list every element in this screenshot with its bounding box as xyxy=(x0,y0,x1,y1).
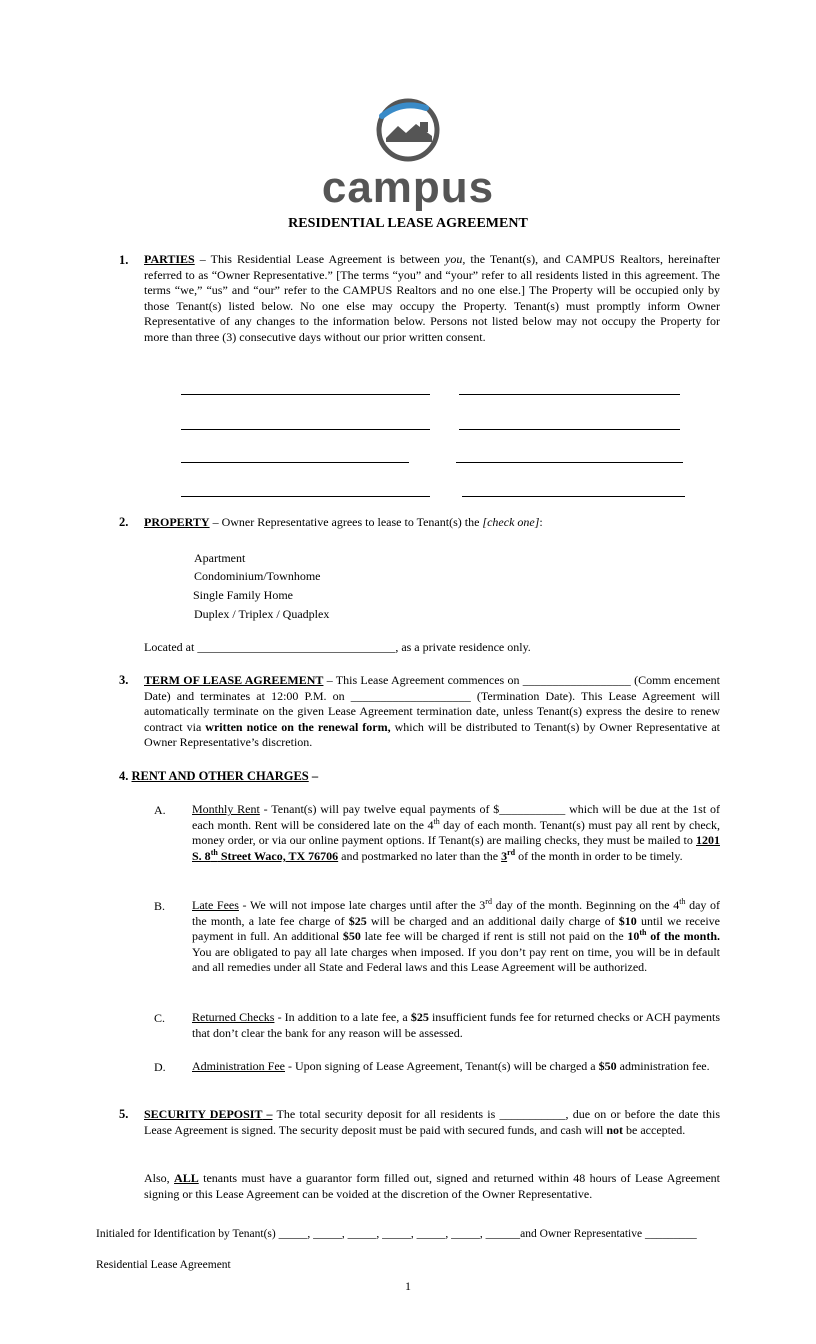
tenant-name-line[interactable] xyxy=(456,462,683,463)
tenant-name-line[interactable] xyxy=(181,462,409,463)
document-title: RESIDENTIAL LEASE AGREEMENT xyxy=(288,216,528,231)
section-3-number: 3. xyxy=(119,673,129,687)
returned-checks-clause: Returned Checks - In addition to a late fee, a $25 insufficient funds fee for returned checks or ACH payments that don’t clear the bank for any reason will be assessed. xyxy=(192,1010,720,1040)
house-in-circle-icon xyxy=(310,96,506,166)
mailing-address: 1201 S. 8th Street Waco, TX 76706 xyxy=(192,833,720,863)
monthly-rent-clause: Monthly Rent - Tenant(s) will pay twelve equal payments of $___________ which will be due at the 1st of each month. Rent will be considered late on the 4th day of each month. Tenant(s) must pay all rent by check, money order, or via our online payment options. If Tenant(s) are mailing checks, they must be mailed to 1201 S. 8th Street Waco, TX 76706 and postmarked no later than the 3rd of the month in order to be timely. xyxy=(192,802,721,863)
property-address-line[interactable]: _________________________________ xyxy=(197,640,396,654)
late-fees-heading: Late Fees xyxy=(192,898,239,912)
section-5-heading: SECURITY DEPOSIT xyxy=(144,1107,263,1121)
section-1-number: 1. xyxy=(119,253,129,267)
monthly-rent-amount-line[interactable]: ___________ xyxy=(499,802,566,816)
initials-line[interactable]: Initialed for Identification by Tenant(s) _____, _____, _____, _____, _____, _____, ______and Owner Representative _________ xyxy=(96,1228,697,1240)
tenant-name-line[interactable] xyxy=(462,496,685,497)
item-d-letter: D. xyxy=(154,1060,166,1074)
section-5-deposit: SECURITY DEPOSIT – The total security deposit for all residents is ___________, due on or before the date this Lease Agreement is signed. The security deposit must be paid with secured funds, and cash will not be accepted. xyxy=(144,1107,720,1137)
administration-fee-heading: Administration Fee xyxy=(192,1059,285,1073)
section-4-number: 4. xyxy=(119,769,129,783)
tenant-name-line[interactable] xyxy=(181,429,430,430)
section-2-number: 2. xyxy=(119,515,129,529)
section-2-heading: PROPERTY xyxy=(144,515,210,529)
late-fees-clause: Late Fees - We will not impose late charges until after the 3rd day of the month. Beginning on the 4th day of the month, a late fee charge of $25 will be charged and an additional daily charge of $10 until we receive payment in full. An additional $50 late fee will be charged if rent is still not paid on the 10th of the month. You are obligated to pay all late charges when imposed. If you don’t pay rent on time, you will be in default and all remedies under all State and Federal laws and this Lease Agreement will be authorized. xyxy=(192,897,721,975)
item-b-letter: B. xyxy=(154,899,166,913)
section-5-number: 5. xyxy=(119,1107,129,1121)
property-option-multiplex[interactable]: Duplex / Triplex / Quadplex xyxy=(194,607,330,621)
property-option-condo[interactable]: Condominium/Townhome xyxy=(194,569,321,583)
returned-checks-heading: Returned Checks xyxy=(192,1010,275,1024)
item-c-letter: C. xyxy=(154,1011,166,1025)
section-4-heading: RENT AND OTHER CHARGES xyxy=(131,769,309,783)
administration-fee-clause: Administration Fee - Upon signing of Lease Agreement, Tenant(s) will be charged a $50 administration fee. xyxy=(192,1059,710,1073)
guarantor-paragraph: Also, ALL tenants must have a guarantor form filled out, signed and returned within 48 hours of Lease Agreement signing or this Lease Agreement can be voided at the discretion of the Owner Representative. xyxy=(144,1171,720,1201)
section-1-parties: PARTIES – This Residential Lease Agreement is between you, the Tenant(s), and CAMPUS Realtors, hereinafter referred to as “Owner Representative.” [The terms “you” and “your” refer to all residents listed in this agreement. The terms “we,” “us” and “our” refer to the CAMPUS Realtors and no one else.] The Property will be occupied only by those Tenant(s) listed below. No one else may occupy the Property. Tenant(s) must promptly inform Owner Representative of any changes to the information below. Persons not listed below may not occupy the Property for more than three (3) consecutive days without our prior written consent. xyxy=(144,252,721,344)
section-1-heading: PARTIES xyxy=(144,252,195,266)
section-4-heading-row: 4. RENT AND OTHER CHARGES – xyxy=(119,769,319,783)
page-number: 1 xyxy=(405,1279,411,1293)
tenant-name-line[interactable] xyxy=(459,429,680,430)
item-a-letter: A. xyxy=(154,803,166,817)
campus-logo xyxy=(310,96,506,216)
section-3-heading: TERM OF LEASE AGREEMENT xyxy=(144,673,324,687)
tenant-name-line[interactable] xyxy=(459,394,680,395)
security-deposit-line[interactable]: ___________ xyxy=(499,1107,566,1121)
property-location: Located at _________________________________, as a private residence only. xyxy=(144,640,531,654)
property-option-single-family[interactable]: Single Family Home xyxy=(193,588,293,602)
tenant-name-line[interactable] xyxy=(181,496,430,497)
termination-date-line[interactable]: ____________________ xyxy=(350,688,471,703)
tenant-name-line[interactable] xyxy=(181,394,430,395)
footer-document-name: Residential Lease Agreement xyxy=(96,1259,231,1271)
section-2-property: PROPERTY – Owner Representative agrees to lease to Tenant(s) the [check one]: xyxy=(144,515,543,529)
section-3-term: TERM OF LEASE AGREEMENT – This Lease Agreement commences on __________________ (Comm encement Date) and terminates at 12:00 P.M. on ____________________ (Termination Date). This Lease Agreement will automatically terminate on the given Lease Agreement termination date, unless Tenant(s) express the desire to renew contract via written notice on the renewal form, which will be distributed to Tenant(s) by Owner Representative at Owner Representative’s discretion. xyxy=(144,673,721,750)
logo-wordmark: campus xyxy=(321,163,495,212)
commencement-date-line[interactable]: __________________ xyxy=(522,673,631,687)
monthly-rent-heading: Monthly Rent xyxy=(192,802,260,816)
property-option-apartment[interactable]: Apartment xyxy=(194,551,246,565)
